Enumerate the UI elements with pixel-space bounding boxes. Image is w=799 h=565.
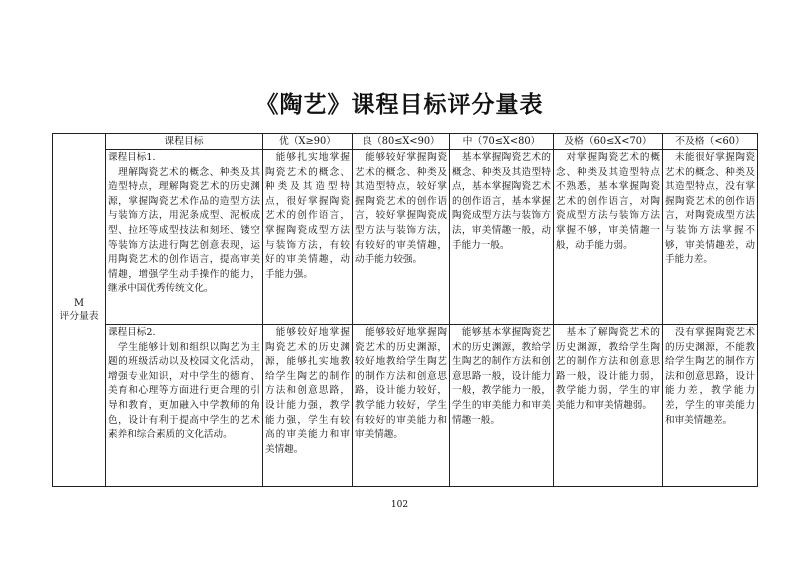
table-row xyxy=(53,150,758,325)
header-good: 良（80≤X<90） xyxy=(353,134,450,150)
good-cell: 能够较好地掌握陶瓷艺术的历史渊源，较好地教给学生陶艺的制作方法和创意思路，设计能力较好，教学能力较好，学生有较好的审美能力和审美情趣。 xyxy=(353,325,450,487)
page-number: 102 xyxy=(390,500,409,510)
scoring-table xyxy=(52,133,758,487)
header-goal: 课程目标 xyxy=(106,134,263,150)
side-label-code: M xyxy=(73,298,85,309)
medium-cell: 基本掌握陶瓷艺术的概念、种类及其造型特点，基本掌握陶瓷艺术的创作语言，基本掌握陶瓷成型方法与装饰方法，审美情趣一般，动手能力一般。 xyxy=(450,150,554,325)
header-pass: 及格（60≤X<70） xyxy=(554,134,663,150)
header-excellent: 优（X≥90） xyxy=(263,134,353,150)
goal-cell: 课程目标1. 理解陶瓷艺术的概念、种类及其造型特点，理解陶瓷艺术的历史渊源，掌握陶瓷艺术作品的造型方法与装饰方法，用泥条成型、泥板成型、拉坯等成型技法和刻坯、镂空等装饰方法进行陶艺创意表现，运用陶瓷艺术的创作语言，提高审美情趣，增强学生动手操作的能力，继承中国优秀传统文化。 xyxy=(106,150,263,325)
table-row xyxy=(53,325,758,487)
header-medium: 中（70≤X<80） xyxy=(450,134,554,150)
goal-cell: 课程目标2. 学生能够计划和组织以陶艺为主题的班级活动以及校园文化活动，增强专业知识，对中学生的德育、美育和心理等方面进行更合理的引导和教育，更加融入中学教师的角色，设计有利于提高中学生的艺术素养和综合素质的文化活动。 xyxy=(106,325,263,487)
fail-cell: 没有掌握陶瓷艺术的历史渊源，不能教给学生陶艺的制作方法和创意思路，设计能力差，教学能力差，学生的审美能力和审美情趣差。 xyxy=(663,325,758,487)
excellent-cell: 能够扎实地掌握陶瓷艺术的概念、种类及其造型特点，很好掌握陶瓷艺术的创作语言，掌握陶瓷成型方法与装饰方法，有较好的审美情趣，动手能力强。 xyxy=(263,150,353,325)
good-cell: 能够较好掌握陶瓷艺术的概念、种类及其造型特点，较好掌握陶瓷艺术的创作语言，较好掌握陶瓷成型方法与装饰方法，有较好的审美情趣，动手能力较强。 xyxy=(353,150,450,325)
pass-cell: 对掌握陶瓷艺术的概念、种类及其造型特点不熟悉，基本掌握陶瓷艺术的创作语言，对陶瓷成型方法与装饰方法掌握不够，审美情趣一般，动手能力弱。 xyxy=(554,150,663,325)
header-row xyxy=(53,134,758,150)
page-title: 《陶艺》课程目标评分量表 xyxy=(255,92,544,118)
header-fail: 不及格（<60） xyxy=(663,134,758,150)
pass-cell: 基本了解陶瓷艺术的历史渊源，教给学生陶艺的制作方法和创意思路一般，设计能力弱，教学能力弱，学生的审美能力和审美情趣弱。 xyxy=(554,325,663,487)
medium-cell: 能够基本掌握陶瓷艺术的历史渊源，教给学生陶艺的制作方法和创意思路一般，设计能力一般，教学能力一般，学生的审美能力和审美情趣一般。 xyxy=(450,325,554,487)
fail-cell: 未能很好掌握陶瓷艺术的概念、种类及其造型特点，没有掌握陶瓷艺术的创作语言，对陶瓷成型方法与装饰方法掌握不够，审美情趣差，动手能力差。 xyxy=(663,150,758,325)
excellent-cell: 能够较好地掌握陶瓷艺术的历史渊源，能够扎实地教给学生陶艺的制作方法和创意思路，设计能力强，教学能力强，学生有较高的审美能力和审美情趣。 xyxy=(263,325,353,487)
side-label-cell xyxy=(53,134,106,487)
side-label-text: 评分量表 xyxy=(59,311,99,322)
